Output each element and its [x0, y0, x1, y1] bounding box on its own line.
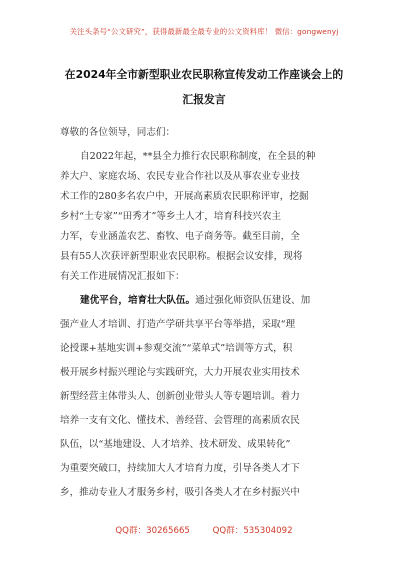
paragraph-1-line: 乡村“土专家”“田秀才”等乡土人才，培育科技兴农主 [60, 211, 282, 222]
paragraph-1-line: 术工作的280多名农户中，开展高素质农民职称评审，挖掘 [60, 191, 309, 202]
paragraph-2-first-line [80, 292, 356, 306]
paragraph-2-line: 新型经营主体带头人、创新创业带头人等专题培训。着力 [60, 391, 300, 402]
section-heading: 建优平台，培育壮大队伍。 [80, 295, 196, 306]
qq-group-1: QQ群：30265665 [115, 526, 190, 536]
paragraph-1-line: 县有55人次获评新型职业农民职称。根据会议安排，现将 [60, 251, 303, 262]
paragraph-2-line: 强产业人才培训、打造产学研共享平台等举措，采取“理 [60, 319, 296, 330]
qq-group-2: QQ群：535304092 [212, 526, 293, 536]
paragraph-2-line: 队伍，以“基地建设、人才培养、技术研发、成果转化” [60, 439, 291, 450]
paragraph-2-line: 培养一支有文化、懂技术、善经营、会管理的高素质农民 [60, 415, 300, 426]
paragraph-1-line: 自2022年起，**县全力推行农民职称制度，在全县的种 [80, 151, 316, 162]
paragraph-1-line: 力军，专业涵盖农艺、畜牧、电子商务等。截至目前，全 [60, 231, 300, 242]
paragraph-2-text: 通过强化师资队伍建设、加 [195, 295, 311, 306]
paragraph-2-line: 论授课+基地实训+参观交流”“菜单式”培训等方式，积 [60, 343, 293, 354]
promo-banner: 关注头条号“公文研究”，获得最新最全最专业的公文资料库！ 微信：gongwenyj [69, 27, 339, 36]
paragraph-1-line: 养大户、家庭农场、农民专业合作社以及从事农业专业技 [60, 171, 300, 182]
paragraph-2-line: 乡，推动专业人才服务乡村，吸引各类人才在乡村振兴中 [60, 487, 300, 498]
paragraph-1-line: 有关工作进展情况汇报如下： [60, 271, 185, 282]
salutation: 尊敬的各位领导，同志们： [60, 127, 176, 138]
paragraph-2-line: 极开展乡村振兴理论与实践研究，大力开展农业实用技术 [60, 367, 300, 378]
document-title-line-2: 汇报发言 [182, 93, 226, 106]
paragraph-2-line: 为重要突破口，持续加大人才培育力度，引导各类人才下 [60, 463, 300, 474]
footer-contact [0, 524, 408, 536]
document-title-line-1: 在2024年全市新型职业农民职称宣传发动工作座谈会上的 [64, 68, 344, 81]
